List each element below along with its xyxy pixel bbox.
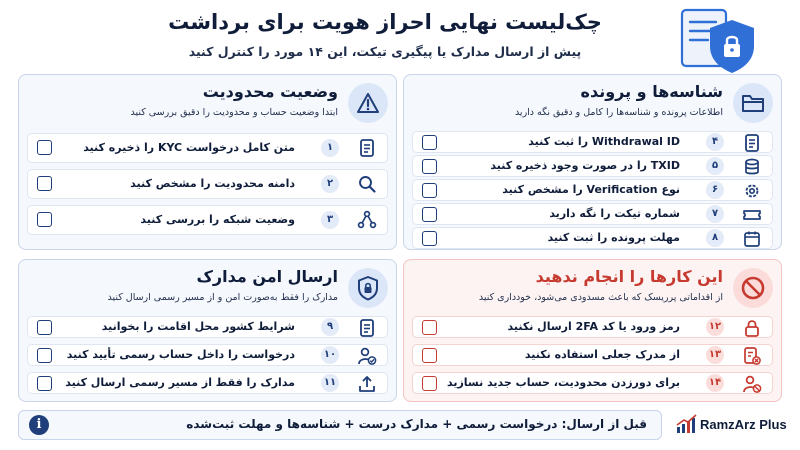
checklist-item[interactable] — [412, 179, 773, 201]
checkbox[interactable] — [37, 320, 52, 335]
item-number: ۱۱ — [321, 374, 339, 392]
item-text: مهلت پرونده را ثبت کنید — [547, 231, 680, 244]
document-icon — [357, 138, 377, 158]
database-icon — [742, 157, 762, 177]
calendar-icon — [742, 229, 762, 249]
lock-icon — [742, 318, 762, 338]
fake-document-icon — [742, 346, 762, 366]
warning-icon — [348, 83, 388, 123]
item-text: شرایط کشور محل اقامت را بخوانید — [101, 320, 295, 333]
document-icon — [742, 133, 762, 153]
item-number: ۱۰ — [321, 346, 339, 364]
user-block-icon — [742, 374, 762, 394]
ramzarz-logo — [676, 414, 698, 434]
card-title: این کارها را انجام ندهید — [535, 267, 723, 286]
card-description: اطلاعات پرونده و شناسه‌ها را کامل و دقیق نگه دارید — [514, 107, 723, 118]
checklist-item[interactable] — [412, 344, 773, 366]
card-secure-submission — [18, 259, 397, 402]
item-number: ۳ — [321, 211, 339, 229]
shield-lock-icon — [348, 268, 388, 308]
checkbox[interactable] — [422, 159, 437, 174]
upload-icon — [357, 374, 377, 394]
checklist-item[interactable] — [27, 316, 388, 338]
item-number: ۷ — [706, 205, 724, 223]
checkbox[interactable] — [422, 183, 437, 198]
search-icon — [357, 174, 377, 194]
card-restriction-status — [18, 74, 397, 250]
checklist-item[interactable] — [412, 227, 773, 249]
checkbox[interactable] — [37, 140, 52, 155]
checklist-item[interactable] — [412, 372, 773, 394]
summary-text: قبل از ارسال: درخواست رسمی + مدارک درست + شناسه‌ها و مهلت ثبت‌شده — [186, 417, 647, 431]
ticket-icon — [742, 205, 762, 225]
checklist-item[interactable] — [27, 205, 388, 235]
brand-logo — [676, 412, 794, 438]
item-text: دامنه محدودیت را مشخص کنید — [130, 177, 295, 190]
item-text: وضعیت شبکه را بررسی کنید — [140, 213, 295, 226]
checklist-item[interactable] — [27, 133, 388, 163]
item-number: ۹ — [321, 318, 339, 336]
checkbox[interactable] — [37, 212, 52, 227]
item-text: از مدرک جعلی استفاده نکنید — [524, 348, 680, 361]
item-text: متن کامل درخواست KYC را ذخیره کنید — [83, 141, 295, 154]
item-text: نوع Verification را مشخص کنید — [502, 183, 680, 196]
page-title: چک‌لیست نهایی احراز هویت برای برداشت — [168, 10, 602, 34]
item-text: درخواست را داخل حساب رسمی تأیید کنید — [66, 348, 295, 361]
card-header — [19, 75, 396, 129]
checkbox[interactable] — [422, 376, 437, 391]
card-title: ارسال امن مدارک — [196, 267, 338, 286]
item-text: شماره تیکت را نگه دارید — [549, 207, 680, 220]
checklist-item[interactable] — [27, 344, 388, 366]
card-title: شناسه‌ها و پرونده — [580, 82, 723, 101]
item-text: رمز ورود یا کد 2FA ارسال نکنید — [507, 320, 680, 333]
item-text: TXID را در صورت وجود ذخیره کنید — [490, 159, 680, 172]
item-text: مدارک را فقط از مسیر رسمی ارسال کنید — [65, 376, 295, 389]
checkbox[interactable] — [422, 135, 437, 150]
item-number: ۸ — [706, 229, 724, 247]
card-header — [404, 75, 781, 129]
card-description: از اقداماتی پرریسک که باعث مسدودی می‌شود، خودداری کنید — [478, 292, 723, 303]
info-icon: i — [29, 415, 49, 435]
checklist-item[interactable] — [27, 372, 388, 394]
checklist-item[interactable] — [412, 131, 773, 153]
checklist-item[interactable] — [412, 155, 773, 177]
card-header — [19, 260, 396, 314]
item-number: ۵ — [706, 157, 724, 175]
checkbox[interactable] — [37, 176, 52, 191]
folder-icon — [733, 83, 773, 123]
card-dont-do — [403, 259, 782, 402]
item-number: ۶ — [706, 181, 724, 199]
checkbox[interactable] — [422, 207, 437, 222]
item-number: ۱۲ — [706, 318, 724, 336]
document-shield-icon — [676, 6, 768, 78]
item-number: ۱۳ — [706, 346, 724, 364]
page-subtitle: پیش از ارسال مدارک یا پیگیری تیکت، این ۱۴ مورد را کنترل کنید — [188, 44, 582, 59]
card-title: وضعیت محدودیت — [202, 82, 338, 101]
document-icon — [357, 318, 377, 338]
card-description: ابتدا وضعیت حساب و محدودیت را دقیق بررسی کنید — [130, 107, 338, 118]
card-description: مدارک را فقط به‌صورت امن و از مسیر رسمی ارسال کنید — [107, 292, 338, 303]
card-ids-and-file — [403, 74, 782, 250]
brand-name: RamzArz Plus — [700, 417, 787, 432]
checkbox[interactable] — [37, 376, 52, 391]
gear-icon — [742, 181, 762, 201]
prohibited-icon — [733, 268, 773, 308]
item-number: ۴ — [706, 133, 724, 151]
checklist-item[interactable] — [412, 316, 773, 338]
item-text: Withdrawal ID را ثبت کنید — [528, 135, 680, 148]
summary-bar — [18, 410, 662, 440]
checklist-item[interactable] — [27, 169, 388, 199]
checkbox[interactable] — [37, 348, 52, 363]
checkbox[interactable] — [422, 348, 437, 363]
checklist-item[interactable] — [412, 203, 773, 225]
user-check-icon — [357, 346, 377, 366]
item-number: ۱ — [321, 139, 339, 157]
checkbox[interactable] — [422, 320, 437, 335]
item-text: برای دورزدن محدودیت، حساب جدید نسازید — [446, 376, 680, 389]
card-header — [404, 260, 781, 314]
item-number: ۱۴ — [706, 374, 724, 392]
item-number: ۲ — [321, 175, 339, 193]
network-icon — [357, 210, 377, 230]
checkbox[interactable] — [422, 231, 437, 246]
